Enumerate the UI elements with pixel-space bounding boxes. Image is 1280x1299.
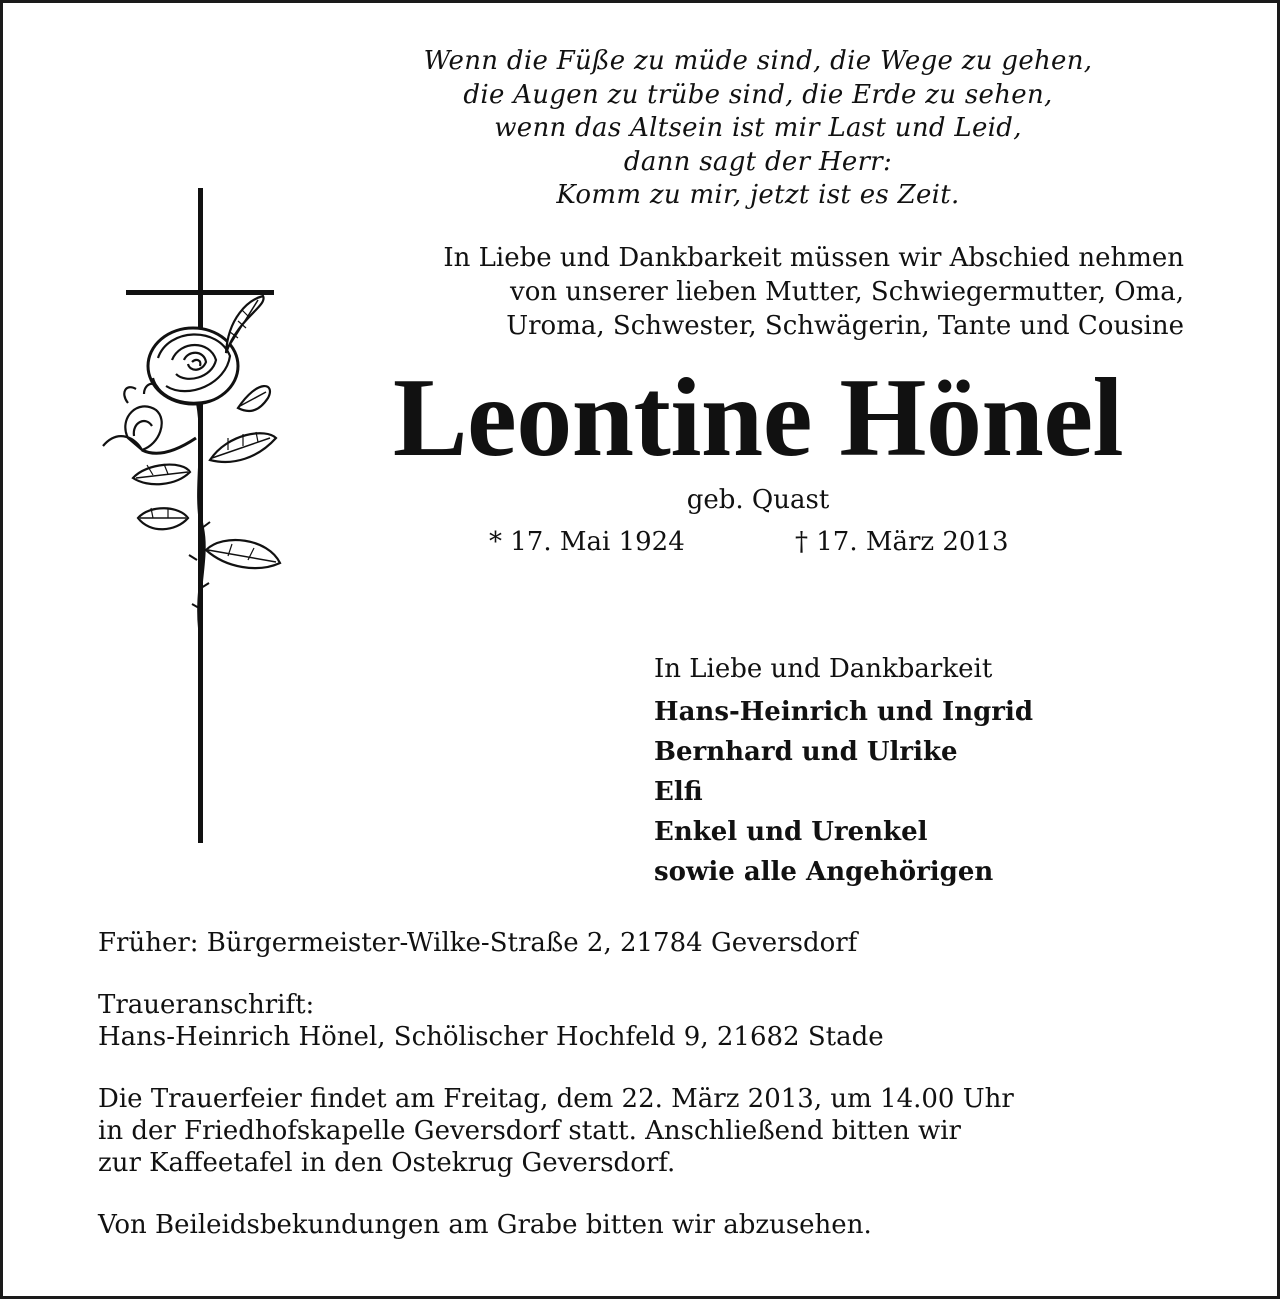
closing-note: Von Beileidsbekundungen am Grabe bitten wir abzusehen.	[98, 1210, 872, 1240]
poem-line: wenn das Altsein ist mir Last und Leid,	[494, 113, 1022, 143]
rose-icon	[103, 296, 280, 628]
mourners-lead: In Liebe und Dankbarkeit	[654, 654, 993, 684]
poem-line: Komm zu mir, jetzt ist es Zeit.	[556, 180, 960, 210]
birth-date: * 17. Mai 1924	[489, 527, 685, 557]
death-date: † 17. März 2013	[795, 527, 1009, 557]
mourner-name: Bernhard und Ulrike	[654, 737, 958, 767]
poem-line: Wenn die Füße zu müde sind, die Wege zu gehen,	[423, 46, 1093, 76]
former-address: Früher: Bürgermeister-Wilke-Straße 2, 21784 Geversdorf	[98, 928, 858, 958]
maiden-name: geb. Quast	[686, 485, 830, 515]
deceased-name: Leontine Hönel	[392, 356, 1124, 480]
mourner-name: Elfi	[654, 777, 703, 807]
cross-with-rose-illustration	[98, 188, 288, 848]
intro-line: In Liebe und Dankbarkeit müssen wir Abschied nehmen	[443, 243, 1184, 273]
service-info-line: zur Kaffeetafel in den Ostekrug Geversdorf.	[98, 1148, 676, 1178]
mourners-list	[654, 692, 1174, 892]
poem-line: die Augen zu trübe sind, die Erde zu sehen,	[463, 79, 1053, 110]
intro-line: Uroma, Schwester, Schwägerin, Tante und Cousine	[506, 311, 1184, 341]
funeral-details	[98, 927, 1198, 1241]
poem-line: dann sagt der Herr:	[623, 146, 893, 177]
mourners-block	[654, 650, 1174, 892]
mourner-name: Hans-Heinrich und Ingrid	[654, 697, 1034, 727]
mourning-address-label: Traueranschrift:	[98, 990, 315, 1020]
memorial-poem	[333, 45, 1183, 213]
service-info-line: in der Friedhofskapelle Geversdorf statt. Anschließend bitten wir	[98, 1116, 961, 1146]
service-info-line: Die Trauerfeier findet am Freitag, dem 22. März 2013, um 14.00 Uhr	[98, 1084, 1014, 1114]
mourning-address: Hans-Heinrich Hönel, Schölischer Hochfeld 9, 21682 Stade	[98, 1022, 884, 1052]
mourner-name: Enkel und Urenkel	[654, 817, 928, 847]
mourner-name: sowie alle Angehörigen	[654, 857, 994, 887]
intro-line: von unserer lieben Mutter, Schwiegermutter, Oma,	[510, 277, 1184, 307]
farewell-intro	[284, 241, 1184, 343]
